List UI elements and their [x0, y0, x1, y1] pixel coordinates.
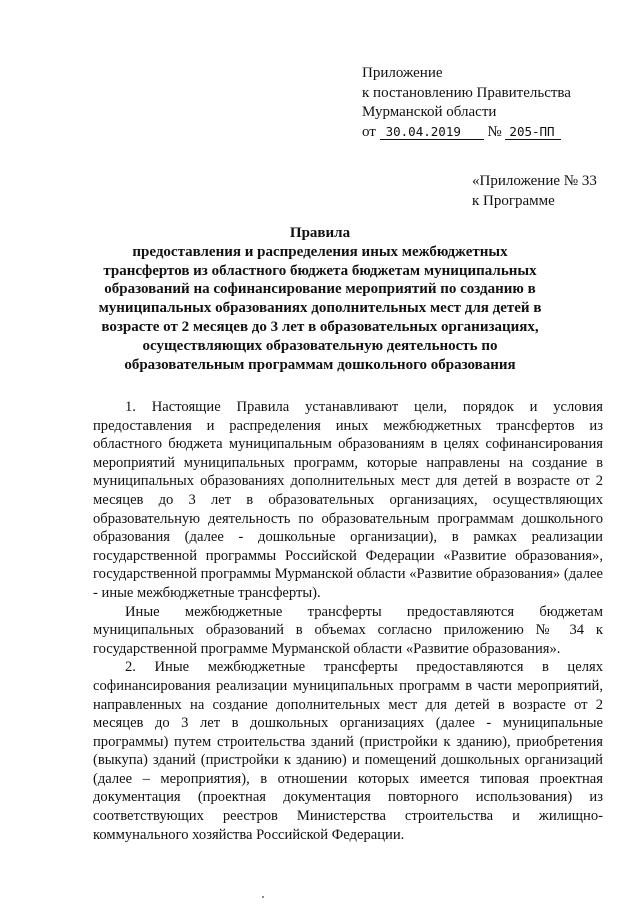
- scan-speck: [262, 896, 264, 898]
- paragraph-2: Иные межбюджетные трансферты предоставляются бюджетам муниципальных образований в объемах согласно приложению № 34 к государственной программе Мурманской области «Развитие образования».: [93, 603, 603, 657]
- number-prefix: №: [487, 123, 502, 140]
- document-body: [93, 398, 603, 844]
- annex-label: Приложение: [362, 65, 443, 81]
- title-heading: Правила: [289, 225, 351, 241]
- date-prefix: от: [362, 123, 376, 140]
- annex-resolution-ref: к постановлению Правительства: [362, 84, 571, 101]
- paragraph-1: 1. Настоящие Правила устанавливают цели, порядок и условия предоставления и распределения иных межбюджетных трансфертов из областного бюджета муниципальным образованиям в целях софинансирования мероприятий муниципальных программ, которые направлены на создание в муниципальных образованиях дополнительных мест для детей в возрасте от 2 месяцев до 3 лет в образовательных организациях, осуществляющих образовательную деятельность по образовательным программам дошкольного образования (далее - дошкольные организации), в рамках реализации государственной программы Российской Федерации «Развитие образования», государственной программы Мурманской области «Развитие образования» (далее - иные межбюджетные трансферты).: [93, 399, 603, 601]
- annex-date-number-line: [362, 123, 571, 143]
- title-subtitle: предоставления и распределения иных межбюджетных трансфертов из областного бюджета бюджетам муниципальных образований на софинансирование мероприятий по созданию в муниципальных образованиях дополнительных мест для детей в возрасте от 2 месяцев до 3 лет в образовательных организациях, осуществляющих образовательную деятельность по образовательным программам дошкольного образования: [98, 243, 542, 373]
- resolution-annex-header: [362, 64, 571, 142]
- program-annex-label: «Приложение № 33: [472, 173, 597, 189]
- paragraph-3: 2. Иные межбюджетные трансферты предоставляются в целях софинансирования реализации муниципальных программ в части мероприятий, направленных на создание дополнительных мест для детей в возрасте от 2 месяцев до 3 лет в дошкольных организациях (далее - муниципальные программы) путем строительства зданий (пристройки к зданию), приобретения (выкупа) зданий (пристройки к зданию) и помещений дошкольных организаций (далее – мероприятия), в отношении которых имеется типовая проектная документация (проектная документация повторного использования) из соответствующих реестров Министерства строительства и жилищно-коммунального хозяйства Российской Федерации.: [93, 659, 603, 843]
- resolution-number: 205-ПП: [505, 125, 561, 140]
- annex-region: Мурманской области: [362, 104, 497, 120]
- program-annex-header: [472, 171, 597, 211]
- program-annex-ref: к Программе: [472, 193, 555, 209]
- document-title: [88, 224, 552, 374]
- resolution-date: 30.04.2019: [380, 125, 484, 140]
